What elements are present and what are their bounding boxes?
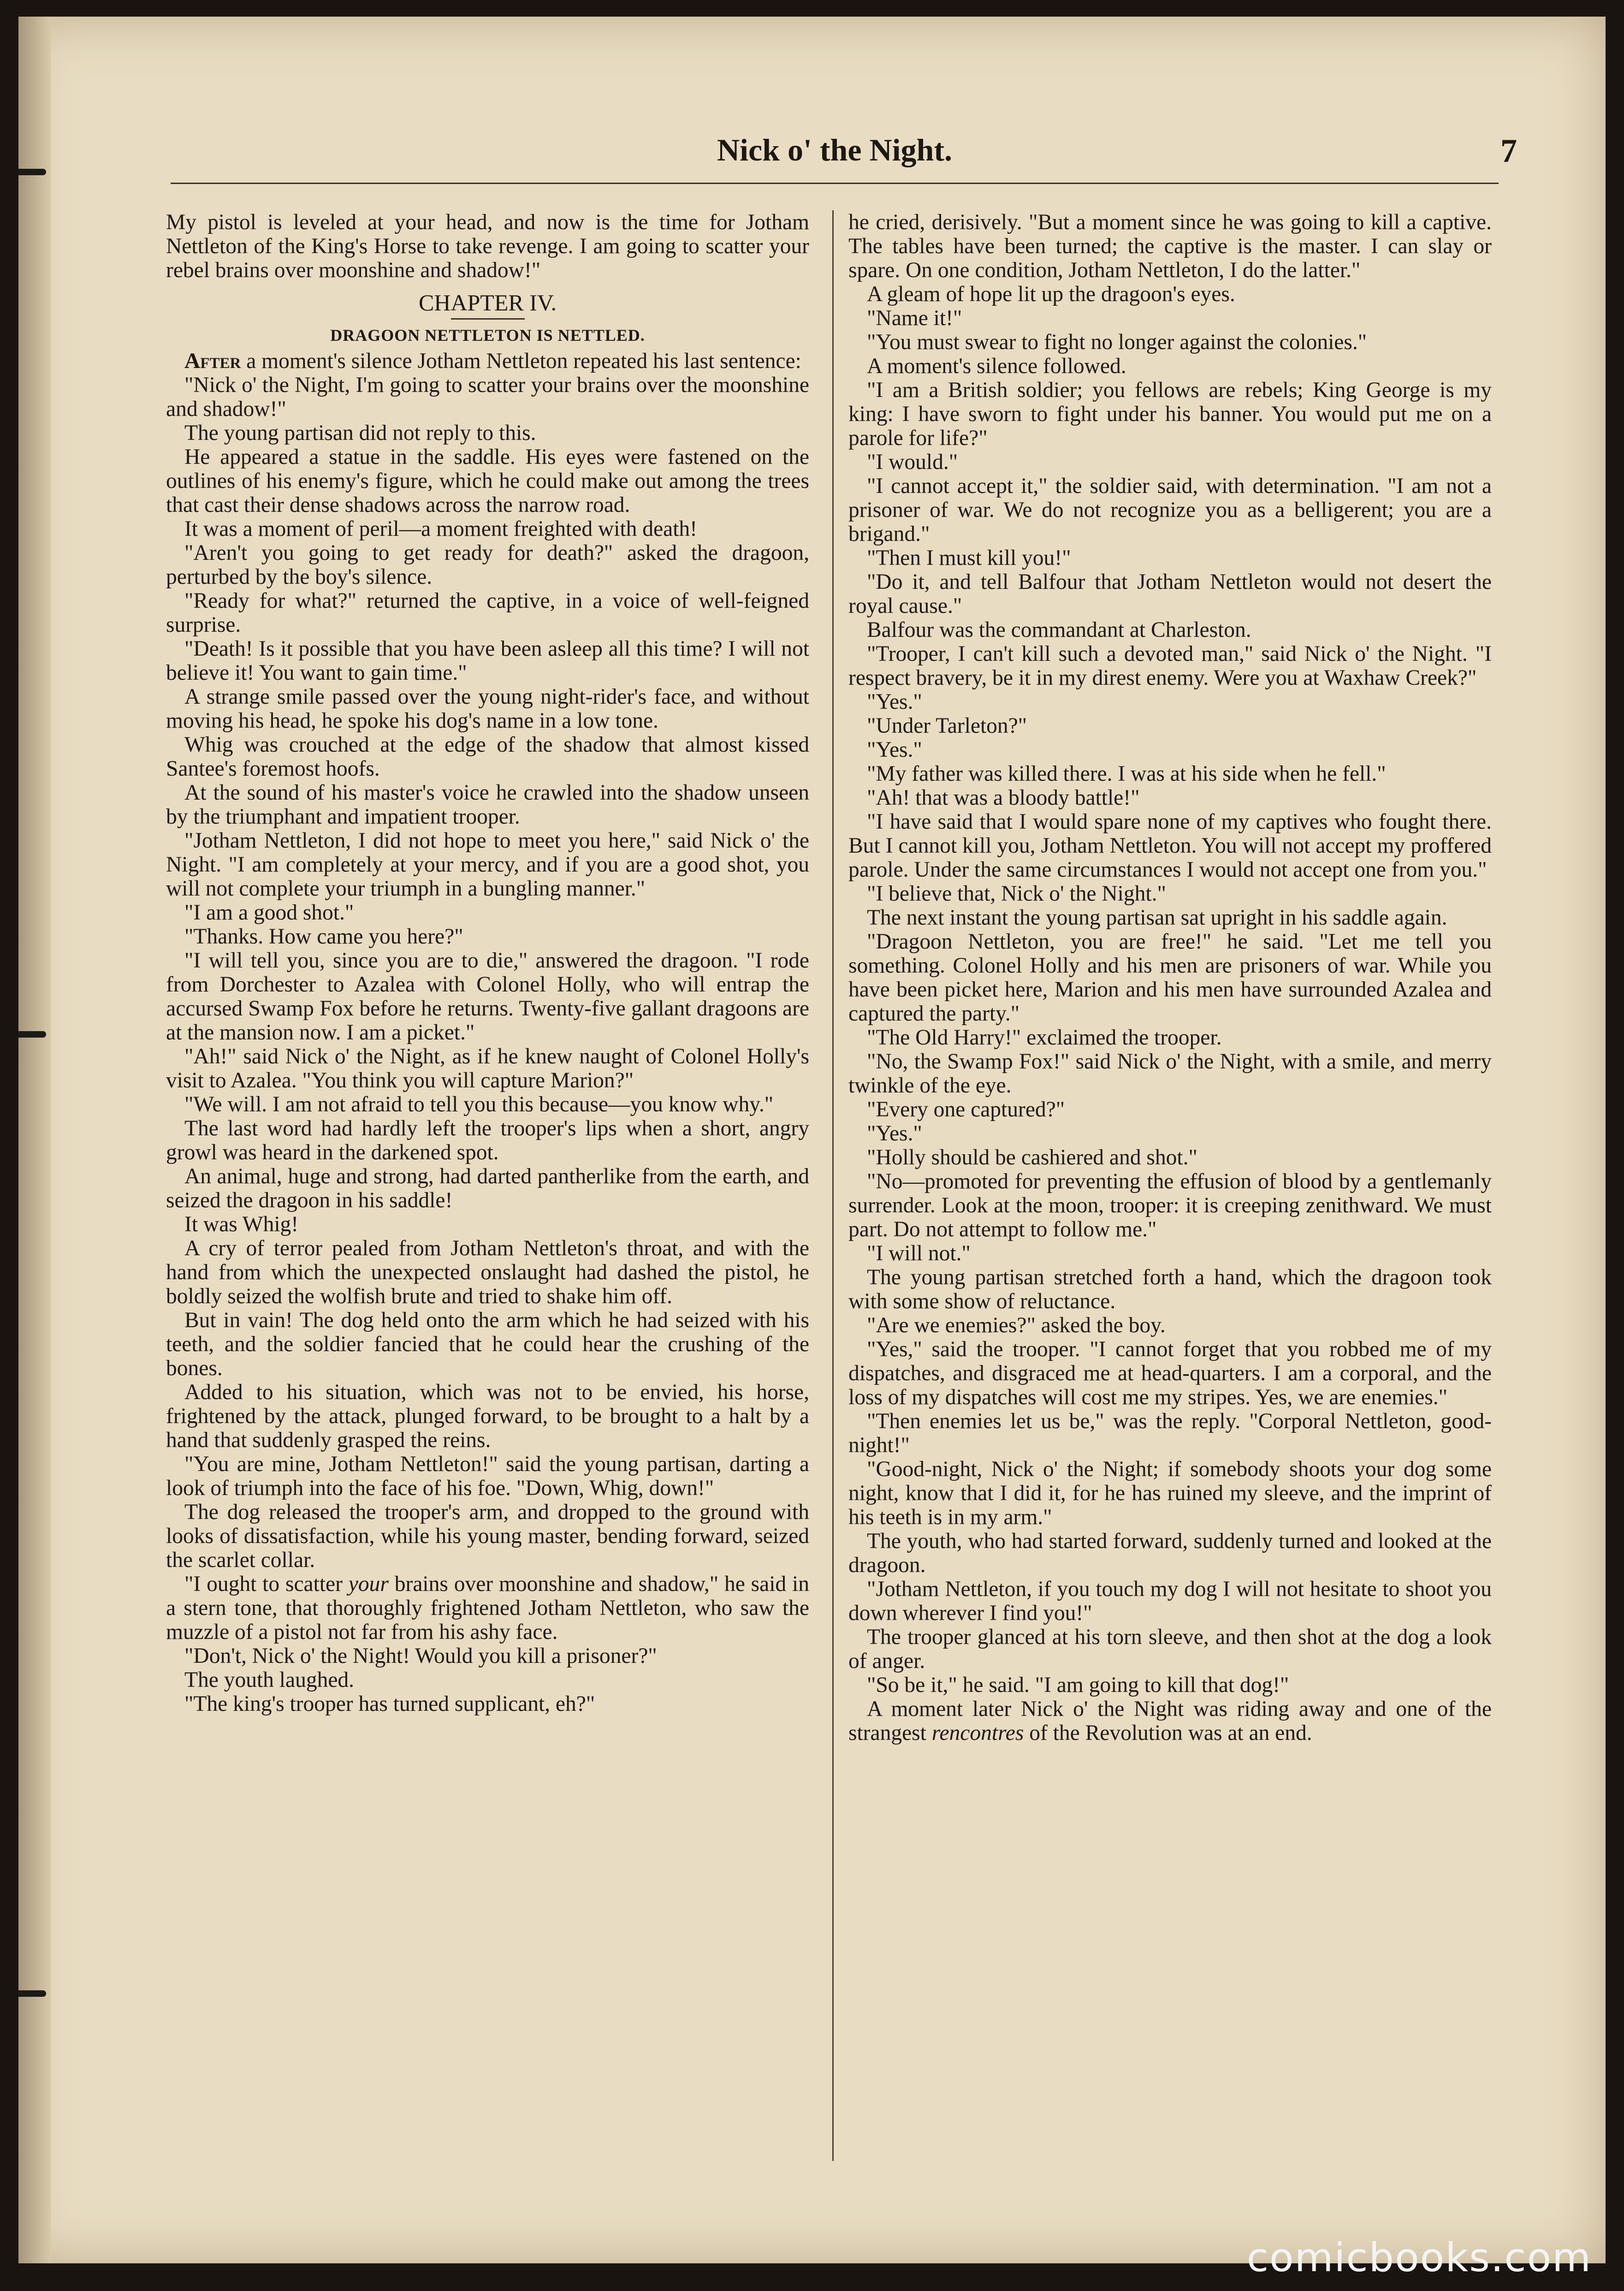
- paragraph-text: a moment's silence Jotham Nettleton repeated his last sentence:: [246, 349, 801, 373]
- paragraph: "Thanks. How came you here?": [184, 925, 463, 949]
- chapter-heading: CHAPTER IV.: [418, 290, 557, 315]
- chapter-subtitle: DRAGOON NETTLETON IS NETTLED.: [330, 326, 645, 344]
- paragraph: My pistol is leveled at your head, and now is the time for Jotham Nettleton of the King's Horse to take revenge. I am going to scatter your rebel brains over moonshine and shadow!": [166, 210, 809, 282]
- page-number: 7: [1500, 132, 1517, 169]
- paragraph: "We will. I am not afraid to tell you this because—you know why.": [184, 1092, 774, 1116]
- paragraph: "No, the Swamp Fox!" said Nick o' the Night, with a smile, and merry twinkle of the eye.: [848, 1050, 1492, 1098]
- paragraph: A moment's silence followed.: [867, 354, 1126, 378]
- paragraph: Whig was crouched at the edge of the shadow that almost kissed Santee's foremost hoofs.: [166, 733, 809, 781]
- chapter-lead-word: After: [184, 349, 241, 373]
- left-column: [166, 210, 809, 2161]
- paragraph: "I am a good shot.": [184, 901, 354, 925]
- column-divider: [832, 210, 834, 2161]
- paragraph: He appeared a statue in the saddle. His eyes were fastened on the outlines of his enemy's figure, which he could make out among the trees that cast their dense shadows across the narrow road.: [166, 445, 809, 517]
- paragraph: "Holly should be cashiered and shot.": [867, 1146, 1197, 1169]
- paragraph: "Yes," said the trooper. "I cannot forget that you robbed me of my dispatches, and disgraced me at head-quarters. I am a corporal, and the loss of my dispatches will cost me my stripes. Yes, we are enemies.": [848, 1337, 1492, 1409]
- paragraph: "My father was killed there. I was at his side when he fell.": [867, 762, 1386, 786]
- paragraph: The young partisan did not reply to this.: [184, 421, 536, 445]
- paragraph: "Trooper, I can't kill such a devoted man," said Nick o' the Night. "I respect bravery, be it in my direst enemy. Were you at Waxhaw Creek?": [848, 642, 1492, 690]
- paragraph: The dog released the trooper's arm, and dropped to the ground with looks of dissatisfaction, while his young master, bending forward, seized the scarlet collar.: [166, 1500, 809, 1572]
- paragraph: "I will not.": [867, 1241, 971, 1265]
- paragraph: A strange smile passed over the young night-rider's face, and without moving his head, he spoke his dog's name in a low tone.: [166, 685, 809, 733]
- paragraph: [848, 1697, 1492, 1745]
- paragraph: "I would.": [867, 450, 958, 474]
- header-rule: [171, 183, 1499, 184]
- paragraph-text: A moment later Nick o' the Night was riding away and one of the strangest: [848, 1697, 1492, 1745]
- paragraph: The youth laughed.: [184, 1668, 355, 1692]
- paragraph: "Jotham Nettleton, if you touch my dog I will not hesitate to shoot you down wherever I find you!": [848, 1577, 1492, 1625]
- paragraph: "Then I must kill you!": [867, 546, 1071, 570]
- paragraph: "Ah!" said Nick o' the Night, as if he knew naught of Colonel Holly's visit to Azalea. "You think you will capture Marion?": [166, 1045, 809, 1092]
- italic-word: your: [348, 1572, 389, 1596]
- paragraph: Balfour was the commandant at Charleston.: [867, 618, 1251, 642]
- paragraph: "Every one captured?": [867, 1098, 1065, 1122]
- paragraph: Added to his situation, which was not to be envied, his horse, frightened by the attack, plunged forward, to be brought to a halt by a hand that suddenly grasped the reins.: [166, 1380, 809, 1452]
- paragraph: The young partisan stretched forth a hand, which the dragoon took with some show of reluctance.: [848, 1265, 1492, 1313]
- paragraph: "You must swear to fight no longer against the colonies.": [867, 330, 1367, 354]
- page-spine: [18, 17, 51, 2263]
- paragraph: The next instant the young partisan sat upright in his saddle again.: [867, 906, 1447, 930]
- paragraph: "Dragoon Nettleton, you are free!" he said. "Let me tell you something. Colonel Holly and his men are prisoners of war. While you have been picket here, Marion and his men have surrounded Azalea and captured the party.": [848, 930, 1492, 1026]
- paragraph: A gleam of hope lit up the dragoon's eyes.: [867, 282, 1235, 306]
- binding-stitch: [18, 1990, 46, 1997]
- paragraph: "Ah! that was a bloody battle!": [867, 786, 1140, 810]
- paragraph: "You are mine, Jotham Nettleton!" said the young partisan, darting a look of triumph into the face of his foe. "Down, Whig, down!": [166, 1452, 809, 1500]
- paragraph-text: "I ought to scatter: [184, 1572, 343, 1596]
- paragraph: "Ready for what?" returned the captive, in a voice of well-feigned surprise.: [166, 589, 809, 637]
- paragraph: "Nick o' the Night, I'm going to scatter your brains over the moonshine and shadow!": [166, 373, 809, 421]
- paragraph: [166, 1572, 809, 1644]
- paragraph: An animal, huge and strong, had darted pantherlike from the earth, and seized the dragoon in his saddle!: [166, 1164, 809, 1212]
- running-title: Nick o' the Night.: [717, 132, 952, 167]
- paragraph: "Aren't you going to get ready for death?" asked the dragoon, perturbed by the boy's silence.: [166, 541, 809, 589]
- paragraph: "Yes.": [867, 738, 922, 762]
- paragraph: "The Old Harry!" exclaimed the trooper.: [867, 1026, 1222, 1050]
- paragraph: "Name it!": [867, 306, 962, 330]
- paragraph: It was Whig!: [184, 1212, 299, 1236]
- paragraph: "The king's trooper has turned supplicant, eh?": [184, 1692, 595, 1716]
- paragraph-text: brains over moonshine and shadow," he said in a stern tone, that thoroughly frightened Jotham Nettleton, who saw the muzzle of a pistol not far from his ashy face.: [166, 1572, 809, 1644]
- paragraph: [166, 349, 809, 373]
- paragraph: "I have said that I would spare none of my captives who fought there. But I cannot kill you, Jotham Nettleton. You will not accept my proffered parole. Under the same circumstances I would not accept one from you.": [848, 810, 1492, 882]
- binding-stitch: [18, 169, 46, 175]
- paragraph: "So be it," he said. "I am going to kill that dog!": [867, 1673, 1289, 1697]
- binding-stitch: [18, 1031, 46, 1038]
- paragraph: "Yes.": [867, 1122, 922, 1146]
- paragraph: "I am a British soldier; you fellows are rebels; King George is my king: I have sworn to fight under his banner. You would put me on a parole for life?": [848, 378, 1492, 450]
- paragraph: A cry of terror pealed from Jotham Nettleton's throat, and with the hand from which the unexpected onslaught had dashed the pistol, he boldly seized the wolfish brute and tried to shake him off.: [166, 1236, 809, 1308]
- paragraph: "I will tell you, since you are to die," answered the dragoon. "I rode from Dorchester to Azalea with Colonel Holly, who will entrap the accursed Swamp Fox before he returns. Twenty-five gallant dragoons are at the mansion now. I am a picket.": [166, 949, 809, 1045]
- paragraph: "Jotham Nettleton, I did not hope to meet you here," said Nick o' the Night. "I am completely at your mercy, and if you are a good shot, you will not complete your triumph in a bungling manner.": [166, 829, 809, 901]
- site-watermark: comicbooks.com: [1246, 2235, 1592, 2281]
- paragraph: "Good-night, Nick o' the Night; if somebody shoots your dog some night, know that I did it, for he has ruined my sleeve, and the imprint of his teeth is in my arm.": [848, 1457, 1492, 1529]
- paragraph: "Then enemies let us be," was the reply. "Corporal Nettleton, good-night!": [848, 1409, 1492, 1457]
- paragraph: It was a moment of peril—a moment freighted with death!: [184, 517, 697, 541]
- paragraph: "Death! Is it possible that you have been asleep all this time? I will not believe it! You want to gain time.": [166, 637, 809, 685]
- right-column: [848, 210, 1492, 2161]
- paragraph: he cried, derisively. "But a moment since he was going to kill a captive. The tables have been turned; the captive is the master. I can slay or spare. On one condition, Jotham Nettleton, I do the latter.": [848, 210, 1492, 282]
- magazine-page: [18, 17, 1606, 2263]
- paragraph-text: of the Revolution was at an end.: [1029, 1721, 1312, 1745]
- paragraph: But in vain! The dog held onto the arm which he had seized with his teeth, and the soldier fancied that he could hear the crushing of the bones.: [166, 1308, 809, 1380]
- paragraph: "Yes.": [867, 690, 922, 714]
- paragraph: At the sound of his master's voice he crawled into the shadow unseen by the triumphant and impatient trooper.: [166, 781, 809, 829]
- paragraph: "I believe that, Nick o' the Night.": [867, 882, 1166, 906]
- paragraph: The last word had hardly left the trooper's lips when a short, angry growl was heard in the darkened spot.: [166, 1116, 809, 1164]
- paragraph: "Don't, Nick o' the Night! Would you kill a prisoner?": [184, 1644, 657, 1668]
- italic-word: rencontres: [931, 1721, 1024, 1745]
- paragraph: "I cannot accept it," the soldier said, with determination. "I am not a prisoner of war. We do not recognize you as a belligerent; you are a brigand.": [848, 474, 1492, 546]
- paragraph: "Are we enemies?" asked the boy.: [867, 1313, 1166, 1337]
- chapter-rule: [451, 318, 525, 320]
- paragraph: The trooper glanced at his torn sleeve, and then shot at the dog a look of anger.: [848, 1625, 1492, 1673]
- paragraph: "Do it, and tell Balfour that Jotham Nettleton would not desert the royal cause.": [848, 570, 1492, 618]
- paragraph: "Under Tarleton?": [867, 714, 1027, 738]
- paragraph: The youth, who had started forward, suddenly turned and looked at the dragoon.: [848, 1529, 1492, 1577]
- page-header: [171, 132, 1517, 178]
- paragraph: "No—promoted for preventing the effusion of blood by a gentlemanly surrender. Look at the moon, trooper: it is creeping zenithward. We must part. Do not attempt to follow me.": [848, 1169, 1492, 1241]
